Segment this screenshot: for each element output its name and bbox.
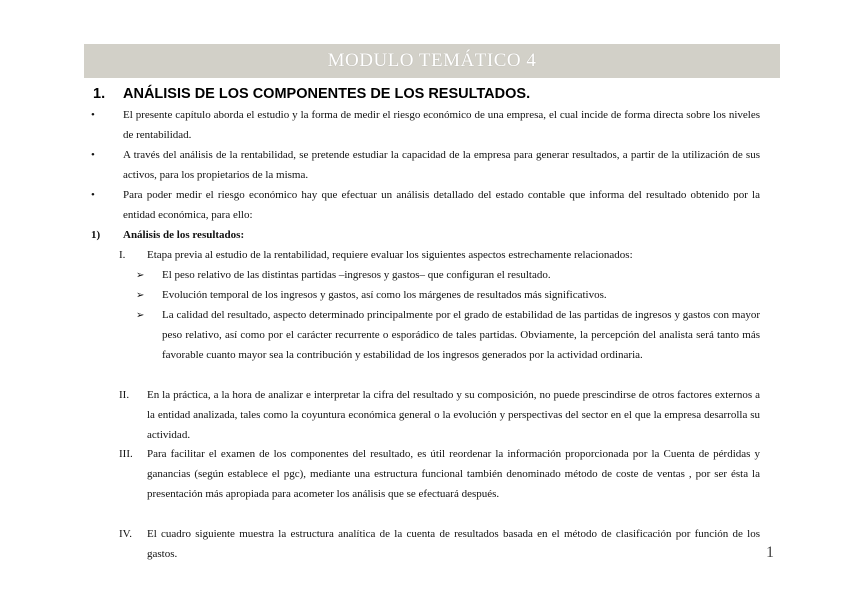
page-number: 1	[766, 544, 774, 561]
arrow-bullet-icon: ➢	[136, 310, 145, 321]
subitem-paragraph: Evolución temporal de los ingresos y gastos, así como los márgenes de resultados más significativos.	[162, 289, 607, 301]
subitem-paragraph: El peso relativo de las distintas partidas –ingresos y gastos– que configuran el resultado.	[162, 269, 551, 281]
bullet-icon: •	[91, 109, 95, 121]
item-paragraph: En la práctica, a la hora de analizar e interpretar la cifra del resultado y su composición, no puede prescindirse de otros factores externos a la entidad analizada, tales como la coyuntura económica general o la evolución y perspectivas del sector en el que la empresa desarrolla su actividad.	[147, 389, 760, 441]
bullet-icon: •	[91, 189, 95, 201]
section-heading	[93, 86, 773, 102]
module-title-banner	[84, 44, 780, 78]
roman-numeral: III.	[119, 448, 133, 460]
subitem-paragraph: La calidad del resultado, aspecto determinado principalmente por el grado de estabilidad de las partidas de ingresos y gastos con mayor peso relativo, así como por el carácter recurrente o esporádico de tales partidas. Obviamente, la percepción del analista será tanto más favorable cuanto mayor sea la contribución y estabilidad de los ingresos generados por la actividad ordinaria.	[162, 309, 760, 361]
bullet-paragraph: A través del análisis de la rentabilidad, se pretende estudiar la capacidad de la empresa para generar resultados, a partir de la utilización de sus activos, para los propietarios de la misma.	[123, 149, 760, 181]
roman-numeral: IV.	[119, 528, 132, 540]
module-title: MODULO TEMÁTICO 4	[327, 50, 537, 71]
bullet-paragraph: Para poder medir el riesgo económico hay que efectuar un análisis detallado del estado contable que informa del resultado obtenido por la entidad económica, para ello:	[123, 189, 760, 221]
arrow-bullet-icon: ➢	[136, 290, 145, 301]
item-paragraph: Etapa previa al estudio de la rentabilidad, requiere evaluar los siguientes aspectos estrechamente relacionados:	[147, 249, 633, 261]
heading-text: ANÁLISIS DE LOS COMPONENTES DE LOS RESULTADOS.	[123, 86, 531, 102]
subsection-heading	[91, 226, 691, 246]
roman-numeral: I.	[119, 249, 126, 261]
item-paragraph: El cuadro siguiente muestra la estructura analítica de la cuenta de resultados basada en el método de clasificación por función de los gastos.	[147, 528, 760, 560]
arrow-bullet-icon: ➢	[136, 270, 145, 281]
roman-numeral: II.	[119, 389, 130, 401]
bullet-paragraph: El presente capítulo aborda el estudio y la forma de medir el riesgo económico de una empresa, el cual incide de forma directa sobre los niveles de rentabilidad.	[123, 109, 760, 141]
bullet-icon: •	[91, 149, 95, 161]
heading-number: 1.	[93, 86, 106, 102]
subsection-title: Análisis de los resultados:	[123, 229, 245, 241]
subsection-number: 1)	[91, 229, 101, 241]
item-paragraph: Para facilitar el examen de los componentes del resultado, es útil reordenar la información proporcionada por la Cuenta de pérdidas y ganancias (según establece el pgc), mediante una estructura funcional también denominado método de coste de ventas , por ser ésta la presentación más apropiada para acometer los análisis que se efectuará después.	[147, 448, 760, 500]
